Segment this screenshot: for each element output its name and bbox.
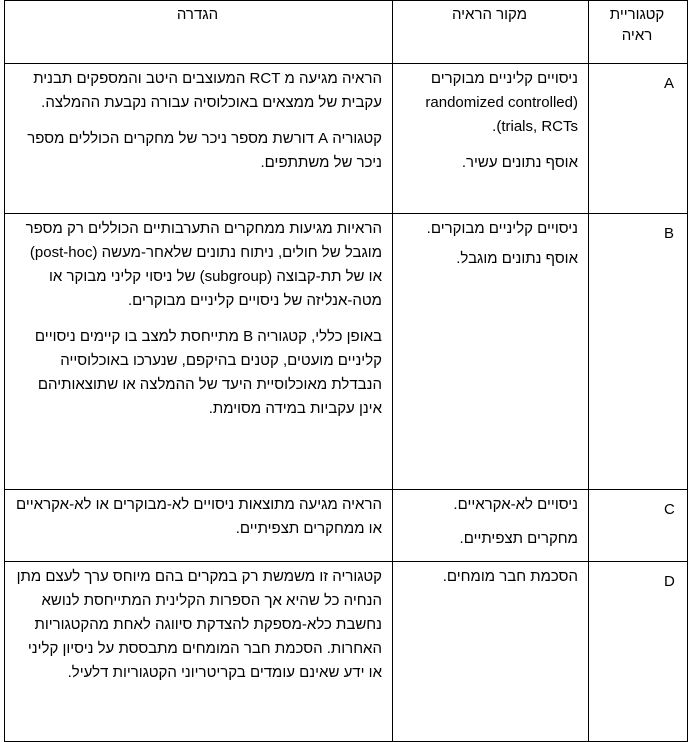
definition-paragraph: באופן כללי, קטגוריה B מתייחסת למצב בו קיימים ניסויים קליניים מועטים, קטנים בהיקפם, שנערכו באוכלוסייה הנבדלת מאוכלוסיית היעד של ההמלצה או שתוצאותיהם אינן עקביות במידה מסוימת. [34,328,382,417]
category-cell [589,562,688,742]
header-source: מקור הראיה [393,1,589,64]
source-line: אוסף נתונים מוגבל. [456,250,578,267]
definition-cell [5,562,393,742]
definition-cell [5,490,393,562]
definition-paragraph: הראיה מגיעה מ RCT המעוצבים היטב והמספקים תבנית עקבית של ממצאים באוכלוסיה עבורה נקבעת ההמלצה. [33,70,382,111]
category-letter: A [664,75,675,92]
category-cell [589,214,688,490]
header-definition: הגדרה [5,1,393,64]
source-line: הסכמת חבר מומחים. [442,568,578,585]
evidence-table [4,0,688,742]
header-row [5,1,688,64]
category-cell [589,490,688,562]
source-cell [393,490,589,562]
source-cell [393,214,589,490]
table-row-d [5,562,688,742]
source-cell [393,562,589,742]
table-row-c [5,490,688,562]
source-line: מחקרים תצפיתיים. [459,530,578,547]
source-line: ניסויים קליניים מבוקרים (randomized controlled trials, RCTs). [425,70,578,135]
source-line: אוסף נתונים עשיר. [461,154,578,171]
table-row-a [5,64,688,214]
definition-paragraph: קטגוריה A דורשת מספר ניכר של מחקרים הכוללים מספר ניכר של משתתפים. [27,130,382,171]
definition-paragraph: הראיה מגיעה מתוצאות ניסויים לא-מבוקרים או לא-אקראיים או ממחקרים תצפיתיים. [16,496,382,537]
source-cell [393,64,589,214]
definition-cell [5,64,393,214]
category-letter: C [664,501,675,518]
definition-paragraph: הראיות מגיעות ממחקרים התערבותיים הכוללים רק מספר מוגבל של חולים, ניתוח נתונים שלאחר-מעשה (post-hoc) או של תת-קבוצה (subgroup) של ניסוי קליני מבוקר או מטה-אנליזה של ניסויים קליניים מבוקרים. [25,220,382,309]
table-row-b [5,214,688,490]
category-cell [589,64,688,214]
definition-cell [5,214,393,490]
header-category: קטגוריית ראיה [589,1,688,64]
definition-paragraph: קטגוריה זו משמשת רק במקרים בהם מיוחס ערך לעצם מתן הנחיה כל שהיא אך הספרות הקלינית המתייחסת לנושא נחשבת כלא-מספקת להצדקת סיווגה לאחת מהקטגוריות האחרות. הסכמת חבר המומחים מתבססת על ניסיון קליני או ידע שאינם עומדים בקריטריוני הקטגוריות דלעיל. [16,568,382,681]
source-line: ניסויים קליניים מבוקרים. [426,220,578,237]
category-letter: D [664,573,675,590]
source-line: ניסויים לא-אקראיים. [453,496,578,513]
category-letter: B [664,225,675,242]
